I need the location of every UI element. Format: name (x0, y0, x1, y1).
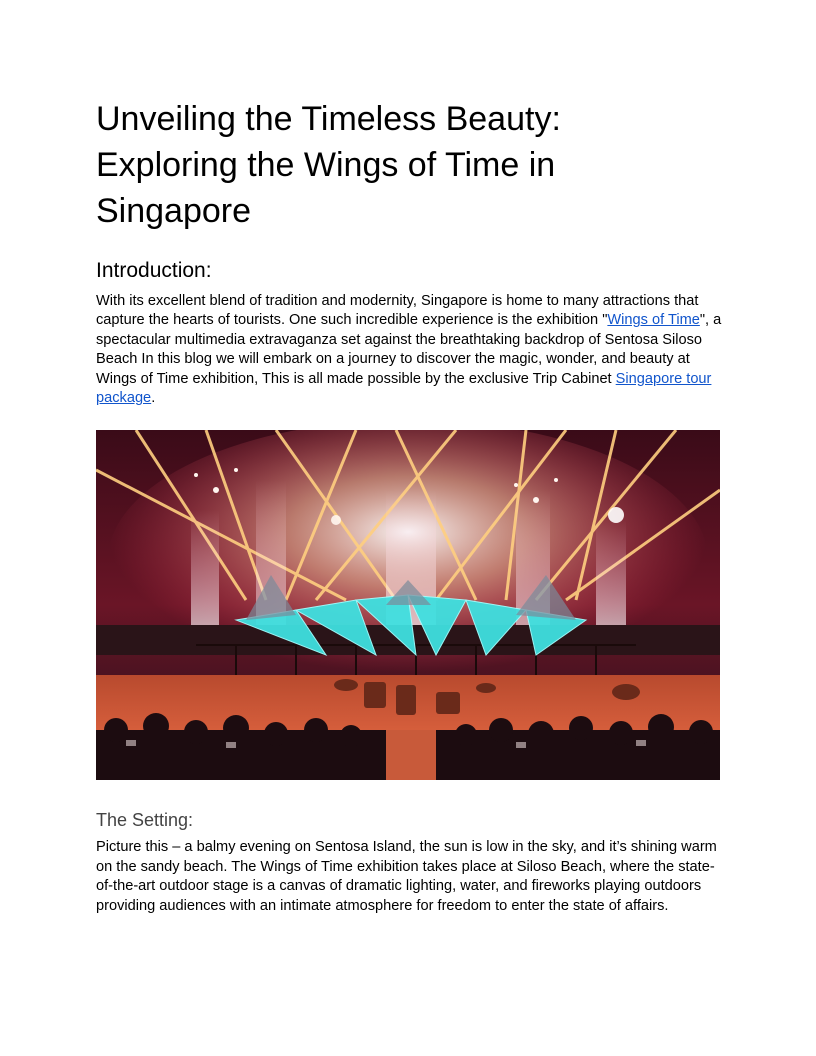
singapore-tour-package-link[interactable]: Singapore tour package (96, 370, 712, 407)
document-title: Unveiling the Timeless Beauty: Exploring the Wings of Time in Singapore (96, 100, 561, 230)
hero-image (96, 430, 720, 780)
intro-text-3: . (151, 390, 156, 407)
setting-paragraph: Picture this – a balmy evening on Sentosa Island, the sun is low in the sky, and it’s shining warm on the sandy beach. The Wings of Time exhibition takes place at Siloso Beach, where the state-of-the-art outdoor stage is a canvas of dramatic lighting, water, and fireworks playing outdoors providing audiences with an intimate atmosphere for freedom to enter the state of affairs. (96, 839, 717, 914)
wings-of-time-show-photo-icon (96, 430, 720, 780)
intro-text-1: With its excellent blend of tradition and modernity, Singapore is home to many attractions that capture the hearts of tourists. One such incredible experience is the exhibition " (96, 293, 699, 329)
document-page (96, 96, 722, 916)
intro-paragraph (96, 292, 722, 408)
wings-of-time-link[interactable]: Wings of Time (607, 312, 700, 329)
setting-heading: The Setting: (96, 810, 194, 831)
intro-text-2: ", a spectacular multimedia extravaganza set against the breathtaking backdrop of Sentosa Siloso Beach In this blog we will embark on a journey to discover the magic, wonder, and beauty at Wings of Time exhibition, This is all made possible by the exclusive Trip Cabinet (96, 312, 722, 387)
intro-heading: Introduction: (96, 259, 212, 282)
